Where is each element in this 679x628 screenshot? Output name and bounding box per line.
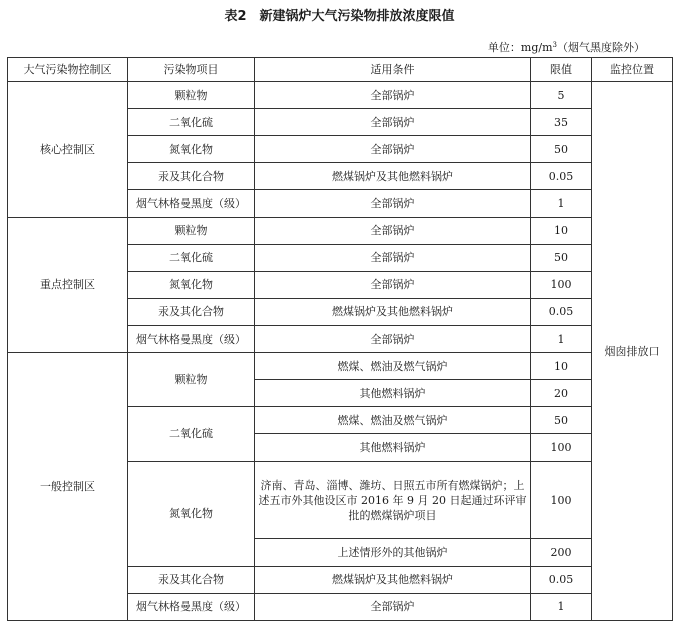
item-cell: 颗粒物 — [128, 82, 255, 109]
item-cell: 氮氧化物 — [128, 271, 255, 298]
limit-cell: 200 — [531, 539, 592, 566]
condition-cell: 全部锅炉 — [255, 109, 531, 136]
condition-cell: 全部锅炉 — [255, 82, 531, 109]
item-cell: 颗粒物 — [128, 217, 255, 244]
limit-cell: 100 — [531, 461, 592, 539]
condition-cell: 其他燃料锅炉 — [255, 434, 531, 461]
emission-limits-table — [7, 57, 673, 621]
table-row — [8, 353, 673, 380]
header-row — [8, 58, 673, 82]
header-item: 污染物项目 — [128, 58, 255, 82]
limit-cell: 1 — [531, 593, 592, 620]
limit-cell: 10 — [531, 353, 592, 380]
item-cell: 颗粒物 — [128, 353, 255, 407]
limit-cell: 0.05 — [531, 566, 592, 593]
item-cell: 二氧化硫 — [128, 244, 255, 271]
unit-suffix: （烟气黑度除外） — [557, 41, 645, 54]
zone-cell-general: 一般控制区 — [8, 353, 128, 621]
item-cell: 烟气林格曼黑度（级） — [128, 593, 255, 620]
limit-cell: 100 — [531, 271, 592, 298]
condition-cell: 济南、青岛、淄博、潍坊、日照五市所有燃煤锅炉；上述五市外其他设区市 2016 年 9 月 20 日起通过环评审批的燃煤锅炉项目 — [255, 461, 531, 539]
item-cell: 汞及其化合物 — [128, 566, 255, 593]
limit-cell: 0.05 — [531, 298, 592, 325]
unit-superscript: 3 — [552, 41, 557, 49]
limit-cell: 1 — [531, 325, 592, 352]
condition-cell: 燃煤、燃油及燃气锅炉 — [255, 407, 531, 434]
table-row — [8, 82, 673, 109]
header-monitor: 监控位置 — [592, 58, 673, 82]
header-zone: 大气污染物控制区 — [8, 58, 128, 82]
limit-cell: 35 — [531, 109, 592, 136]
condition-cell: 燃煤锅炉及其他燃料锅炉 — [255, 163, 531, 190]
item-cell: 汞及其化合物 — [128, 163, 255, 190]
condition-cell: 燃煤、燃油及燃气锅炉 — [255, 353, 531, 380]
item-cell: 二氧化硫 — [128, 407, 255, 461]
header-condition: 适用条件 — [255, 58, 531, 82]
limit-cell: 50 — [531, 136, 592, 163]
item-cell: 烟气林格曼黑度（级） — [128, 325, 255, 352]
zone-cell-core: 核心控制区 — [8, 82, 128, 218]
condition-cell: 燃煤锅炉及其他燃料锅炉 — [255, 298, 531, 325]
item-cell: 烟气林格曼黑度（级） — [128, 190, 255, 217]
unit-prefix: 单位：mg/m — [487, 41, 553, 54]
condition-cell: 全部锅炉 — [255, 593, 531, 620]
limit-cell: 0.05 — [531, 163, 592, 190]
condition-cell: 全部锅炉 — [255, 136, 531, 163]
table-title: 表2 新建锅炉大气污染物排放浓度限值 — [224, 9, 455, 24]
header-limit: 限值 — [531, 58, 592, 82]
limit-cell: 5 — [531, 82, 592, 109]
condition-cell: 全部锅炉 — [255, 271, 531, 298]
item-cell: 氮氧化物 — [128, 136, 255, 163]
limit-cell: 1 — [531, 190, 592, 217]
table-row — [8, 217, 673, 244]
zone-cell-key: 重点控制区 — [8, 217, 128, 353]
unit-note — [488, 38, 645, 55]
limit-cell: 50 — [531, 244, 592, 271]
condition-cell: 全部锅炉 — [255, 244, 531, 271]
monitor-location-cell: 烟囱排放口 — [592, 82, 673, 621]
condition-cell: 全部锅炉 — [255, 325, 531, 352]
condition-cell: 燃煤锅炉及其他燃料锅炉 — [255, 566, 531, 593]
condition-cell: 全部锅炉 — [255, 190, 531, 217]
condition-cell: 其他燃料锅炉 — [255, 380, 531, 407]
item-cell: 二氧化硫 — [128, 109, 255, 136]
limit-cell: 50 — [531, 407, 592, 434]
limit-cell: 20 — [531, 380, 592, 407]
condition-cell: 全部锅炉 — [255, 217, 531, 244]
item-cell: 氮氧化物 — [128, 461, 255, 566]
condition-cell: 上述情形外的其他锅炉 — [255, 539, 531, 566]
limit-cell: 100 — [531, 434, 592, 461]
limit-cell: 10 — [531, 217, 592, 244]
item-cell: 汞及其化合物 — [128, 298, 255, 325]
